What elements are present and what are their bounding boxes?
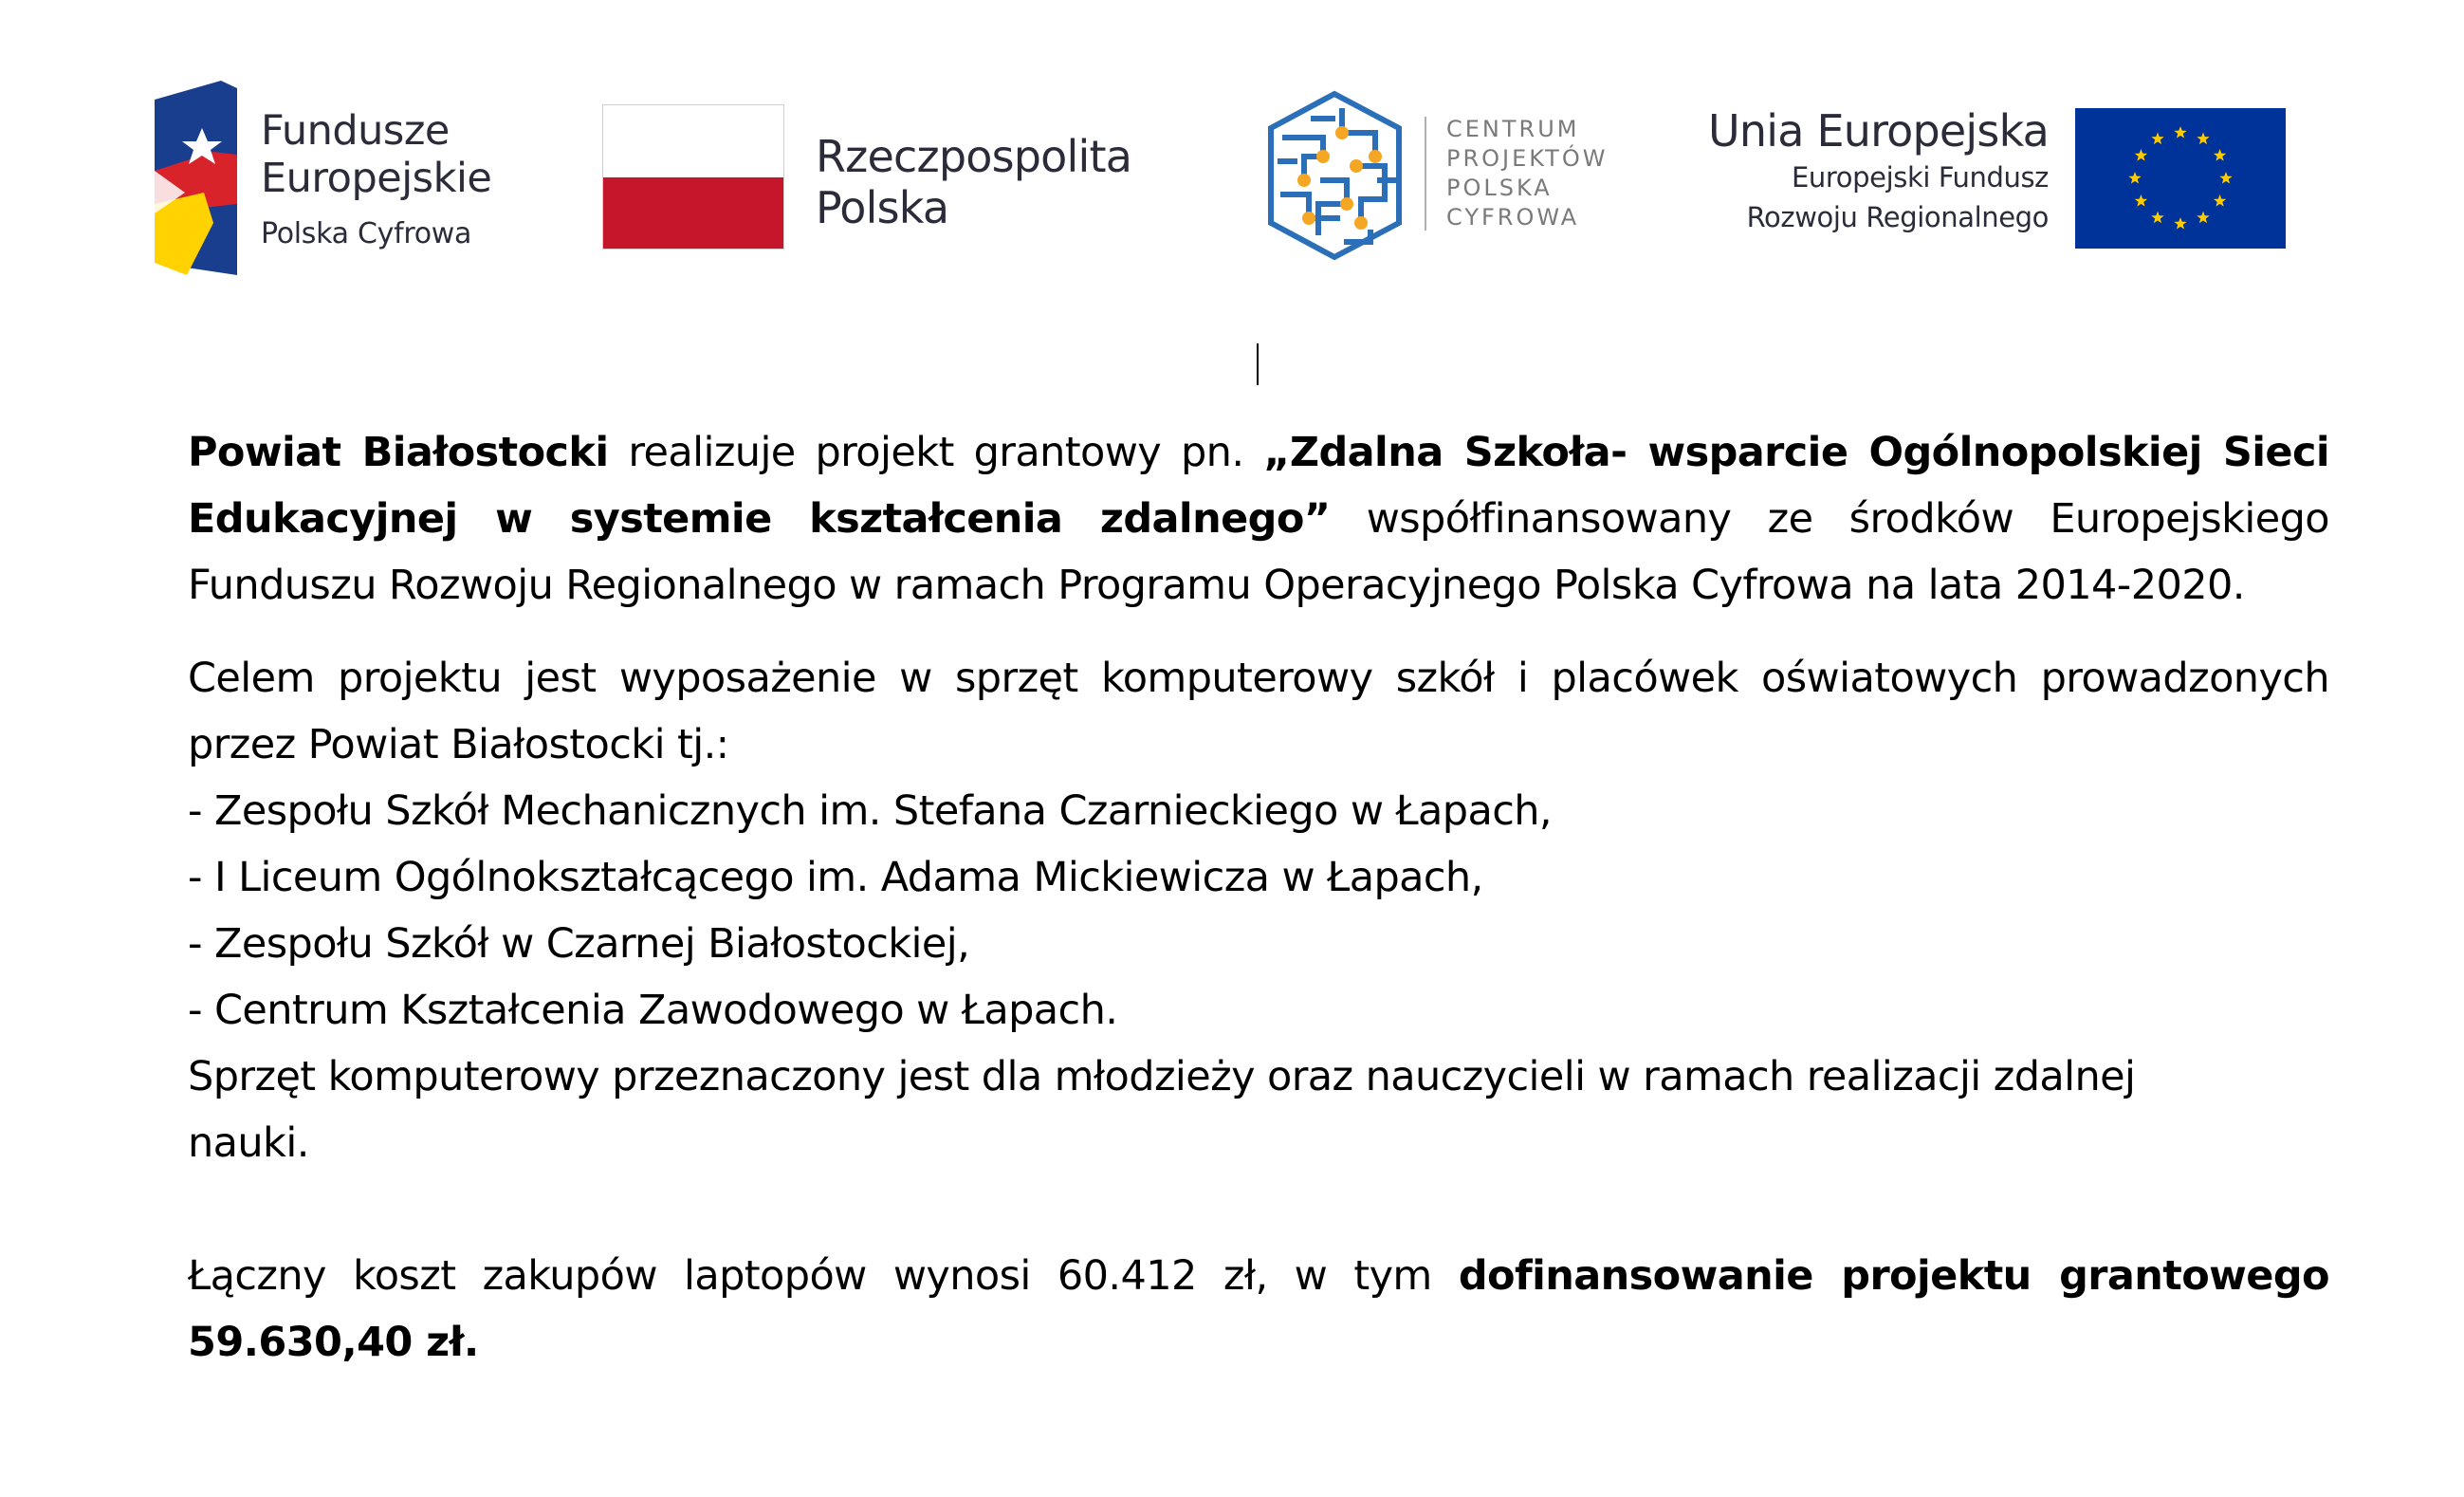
logo-divider (1425, 117, 1426, 231)
ue-subtitle-line2: Rozwoju Regionalnego (1746, 201, 2049, 233)
centrum-projektow-text (1446, 115, 1608, 232)
ue-title: Unia Europejska (1708, 105, 2049, 157)
project-cofinancing-text: współfinansowany ze środków Europejskiego Funduszu Rozwoju Regionalnego w ramach Programu Operacyjnego Polska Cyfrowa na lata 2014-2020. (188, 495, 2329, 609)
fundusze-europejskie-mark-icon (147, 81, 237, 275)
centrum-projektow-logo (1266, 90, 1664, 261)
fundusze-europejskie-text (261, 107, 491, 253)
paragraph-equipment-purpose: Sprzęt komputerowy przeznaczony jest dla młodzieży oraz nauczycieli w ramach realizacji zdalnej nauki. (188, 1053, 2136, 1167)
fe-title-line2: Europejskie (261, 155, 492, 202)
list-item: - Zespołu Szkół Mechanicznych im. Stefana Czarnieckiego w Łapach, (188, 787, 1552, 835)
funding-amount-text: dofinansowanie projektu grantowego 59.630,40 zł. (188, 1252, 2329, 1366)
logo-bar (0, 0, 2464, 304)
rzeczpospolita-polska-text (816, 131, 1131, 233)
organization-name: Powiat Białostocki (188, 429, 609, 476)
document-body (188, 419, 2329, 1376)
list-item: - Centrum Kształcenia Zawodowego w Łapach. (188, 987, 1118, 1034)
paragraph-project-goal: Celem projektu jest wyposażenie w sprzęt komputerowy szkół i placówek oświatowych prowadzonych przez Powiat Białostocki tj.: (188, 655, 2329, 768)
project-title: „Zdalna Szkoła- wsparcie Ogólnopolskiej Sieci Edukacyjnej w systemie kształcenia zdalnego” (188, 429, 2329, 543)
list-item: - I Liceum Ogólnokształcącego im. Adama Mickiewicza w Łapach, (188, 854, 1483, 901)
cp-line1: CENTRUM (1446, 116, 1580, 142)
fe-subtitle: Polska Cyfrowa (261, 217, 472, 250)
rp-title-line1: Rzeczpospolita (816, 131, 1132, 182)
cp-line2: PROJEKTÓW (1446, 145, 1609, 172)
unia-europejska-text (1708, 104, 2049, 237)
fe-title-line1: Fundusze (261, 107, 450, 155)
project-intro-text: realizuje projekt grantowy pn. (608, 429, 1264, 476)
text-cursor (1257, 343, 1259, 385)
ue-subtitle-line1: Europejski Fundusz (1792, 161, 2049, 194)
schools-list (188, 778, 2329, 1044)
cp-line3: POLSKA (1446, 175, 1553, 201)
polish-flag-icon (602, 104, 784, 250)
rp-title-line2: Polska (816, 182, 949, 233)
paragraph-project-description (188, 419, 2329, 619)
circuit-hexagon-icon (1266, 90, 1404, 261)
cp-line4: CYFROWA (1446, 204, 1580, 231)
total-cost-text: Łączny koszt zakupów laptopów wynosi 60.412 zł, w tym (188, 1252, 1459, 1300)
list-item: - Zespołu Szkół w Czarnej Białostockiej, (188, 920, 970, 968)
fundusze-europejskie-logo (147, 81, 555, 280)
eu-flag-icon (2075, 108, 2286, 249)
unia-europejska-logo (1708, 104, 2286, 256)
paragraph-total-cost (188, 1243, 2329, 1376)
rzeczpospolita-polska-logo (602, 104, 1152, 256)
